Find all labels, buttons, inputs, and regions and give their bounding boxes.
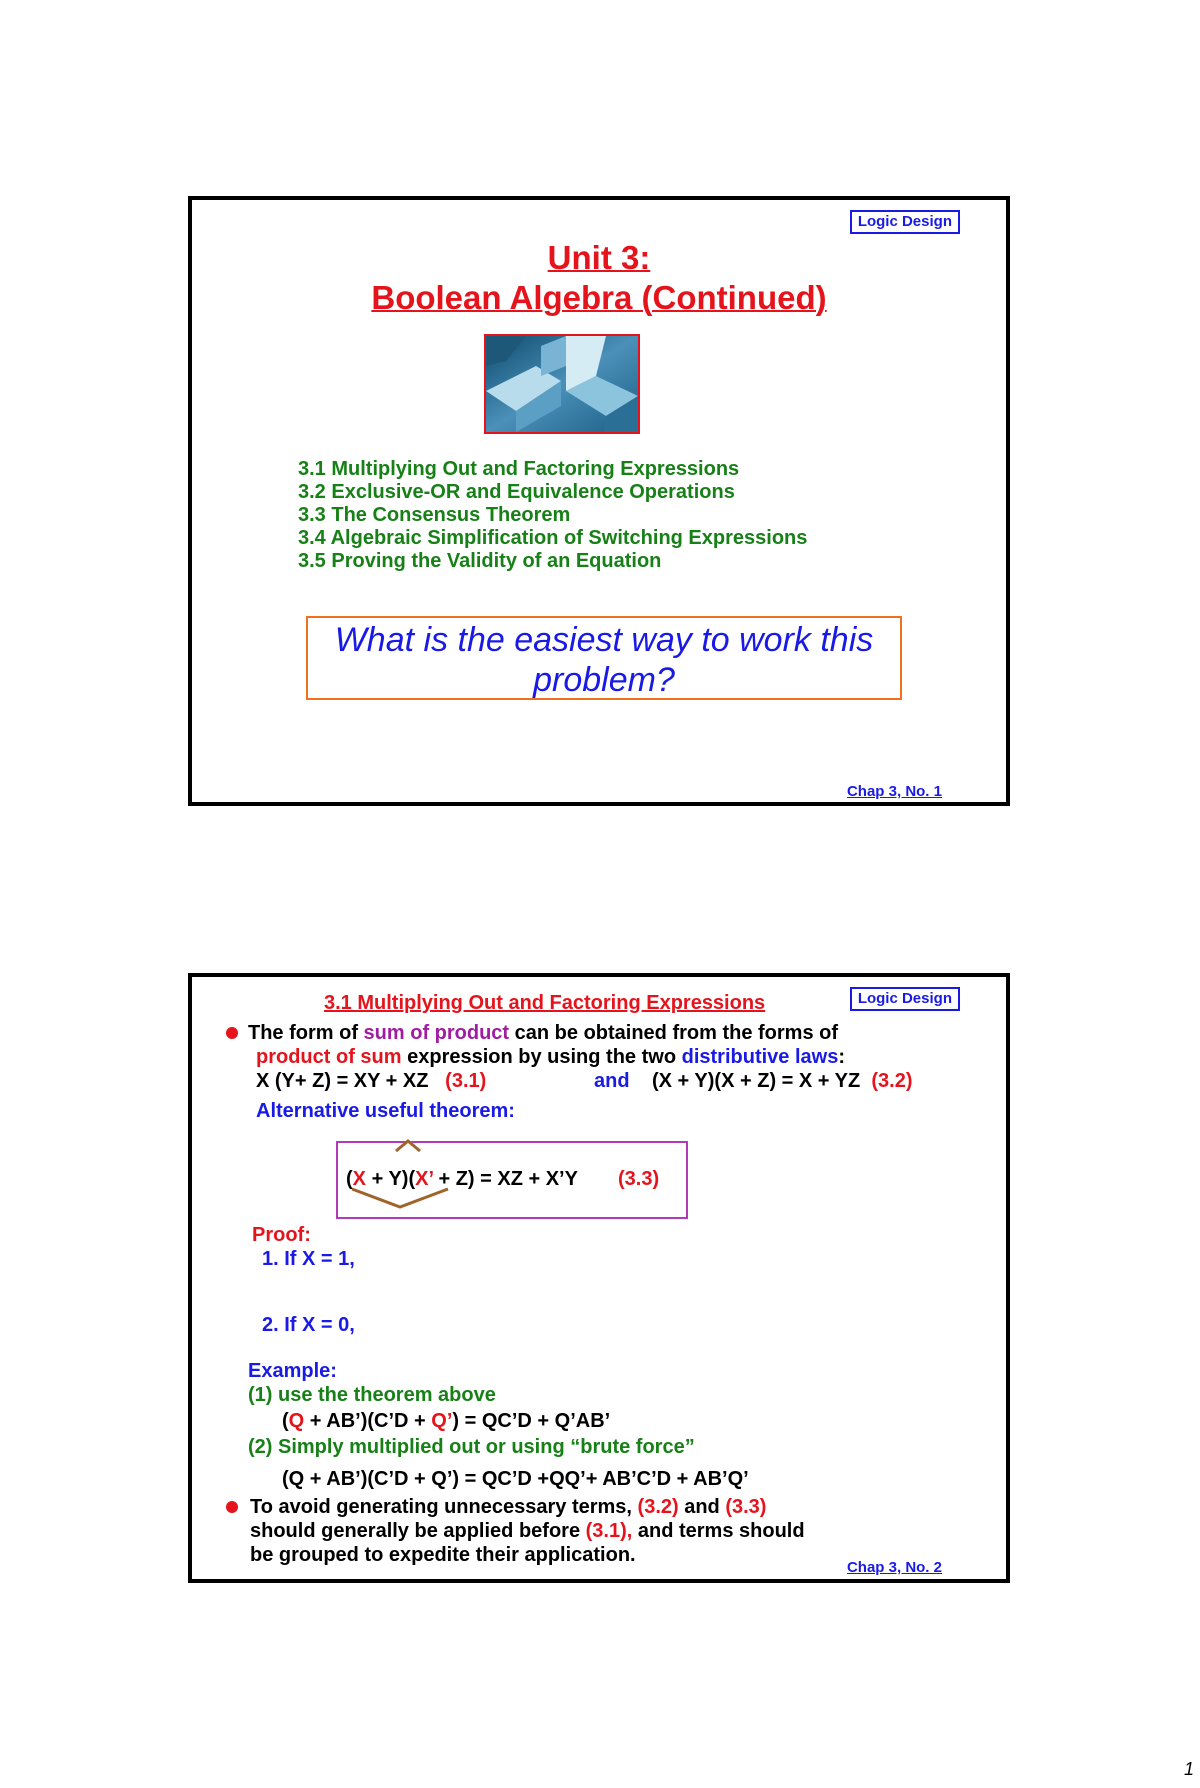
bullet2-line2: should generally be applied before (3.1), and terms should (250, 1520, 805, 1542)
proof-case-1: 1. If X = 1, (262, 1248, 355, 1270)
logic-design-tag: Logic Design (850, 987, 960, 1011)
bullet2-line1: To avoid generating unnecessary terms, (3.2) and (3.3) (250, 1496, 767, 1518)
slide-title-line1: Unit 3: (547, 239, 651, 276)
table-of-contents (298, 458, 807, 573)
and-word: and (594, 1070, 630, 1092)
toc-item: 3.2 Exclusive-OR and Equivalence Operations (298, 481, 735, 503)
slide-1 (188, 196, 1010, 806)
example-1-equation: (Q + AB’)(C’D + Q’) = QC’D + Q’AB’ (282, 1410, 611, 1432)
example-1-label: (1) use the theorem above (248, 1384, 496, 1406)
bullet-icon (226, 1027, 238, 1039)
consensus-theorem-equation: (X + Y)(X’ + Z) = XZ + X’Y (346, 1168, 578, 1190)
example-2-equation: (Q + AB’)(C’D + Q’) = QC’D +QQ’+ AB’C’D + AB’Q’ (282, 1468, 749, 1490)
question-box (306, 616, 902, 700)
chap-number: Chap 3, No. 2 (846, 1559, 942, 1576)
example-2-label: (2) Simply multiplied out or using “brute force” (248, 1436, 695, 1458)
toc-item: 3.3 The Consensus Theorem (298, 504, 571, 526)
abstract-3d-blocks-image (484, 334, 640, 434)
bullet1-line2: product of sum expression by using the two distributive laws: (256, 1046, 845, 1068)
chap-number: Chap 3, No. 1 (846, 783, 942, 800)
question-line1: What is the easiest way to work this (334, 621, 874, 659)
logic-design-tag: Logic Design (850, 210, 960, 234)
proof-label: Proof: (252, 1224, 311, 1246)
distributive-law-2: (X + Y)(X + Z) = X + YZ (3.2) (652, 1070, 913, 1092)
toc-item: 3.4 Algebraic Simplification of Switching Expressions (298, 527, 808, 549)
page-number: 1 (1183, 1759, 1194, 1779)
question-line2: problem? (533, 661, 675, 699)
example-label: Example: (248, 1360, 337, 1382)
toc-item: 3.1 Multiplying Out and Factoring Expressions (298, 458, 740, 480)
bullet2-line3: be grouped to expedite their application. (250, 1544, 636, 1566)
bullet-icon (226, 1501, 238, 1513)
abstract-3d-blocks-icon (486, 336, 638, 432)
bullet1-line1: The form of sum of product can be obtained from the forms of (248, 1022, 839, 1044)
proof-case-2: 2. If X = 0, (262, 1314, 355, 1336)
theorem-ref: (3.3) (618, 1168, 660, 1190)
distributive-law-1: X (Y+ Z) = XY + XZ (3.1) (256, 1070, 487, 1092)
slide-title-line2: Boolean Algebra (Continued) (371, 279, 827, 316)
slide-2 (188, 973, 1010, 1583)
toc-item: 3.5 Proving the Validity of an Equation (298, 550, 662, 572)
alternative-theorem-label: Alternative useful theorem: (256, 1100, 515, 1122)
section-heading: 3.1 Multiplying Out and Factoring Expressions (324, 992, 766, 1014)
